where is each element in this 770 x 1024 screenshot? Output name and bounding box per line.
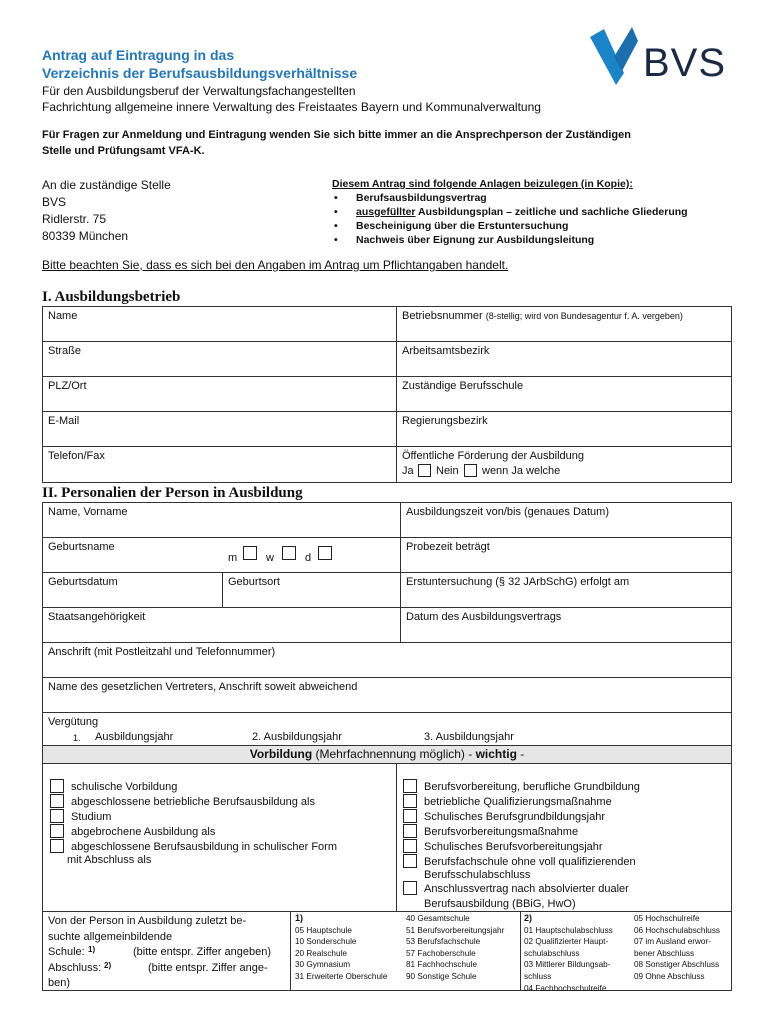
abschluss-hint: (bitte entspr. Ziffer ange-	[148, 961, 268, 974]
bvs-logo	[588, 27, 728, 89]
recipient-address	[42, 177, 171, 245]
vorbildung-left-label: abgeschlossene betriebliche Berufsausbildung als	[71, 796, 315, 808]
vorbildung-right-checkbox[interactable]	[403, 839, 417, 853]
school-code-item: 53 Berufsfachschule	[406, 937, 481, 947]
vorbildung-paren: (Mehrfachnennung möglich) -	[312, 747, 476, 761]
school-code-item: 90 Sonstige Schule	[406, 971, 477, 981]
attachment-item: • ausgefüllter Ausbildungsplan – zeitliche und sachliche Gliederung	[332, 205, 688, 219]
arbeitsamtsbezirk-field[interactable]	[396, 341, 732, 377]
vorbildung-right-label: betriebliche Qualifizierungsmaßnahme	[424, 796, 612, 808]
vorbildung-right-label: Berufsfachschule ohne voll qualifizierenden	[424, 856, 636, 868]
notice-line1: Für Fragen zur Anmeldung und Eintragung wenden Sie sich bitte immer an die Ansprechperson der Zuständigen	[42, 129, 631, 141]
vorbildung-right-checkbox[interactable]	[403, 809, 417, 823]
vorbildung-right-last: Anschlussvertrag nach absolvierter dualer	[424, 883, 629, 895]
year1-number: 1.	[73, 733, 81, 743]
vorbildung-dash: -	[516, 747, 525, 761]
year3-label: 3. Ausbildungsjahr	[424, 731, 514, 743]
notice-line2: Stelle und Prüfungsamt VFA-K.	[42, 145, 205, 157]
field-label: Geburtsdatum	[48, 576, 118, 588]
school-code-item: 51 Berufsvorbereitungsjahr	[406, 925, 505, 935]
form-title-line2: Verzeichnis der Berufsausbildungsverhältnisse	[42, 65, 358, 81]
field-label: Probezeit beträgt	[406, 541, 490, 553]
field-label: Betriebsnummer	[402, 310, 483, 322]
attachment-item: • Nachweis über Eignung zur Ausbildungsleitung	[332, 233, 688, 247]
field-label: Straße	[48, 345, 82, 357]
abschluss-hint-cont: ben)	[48, 977, 71, 989]
field-label: PLZ/Ort	[48, 380, 87, 392]
gender-w-checkbox[interactable]	[282, 546, 296, 560]
school-divider-2	[520, 911, 521, 991]
address-line: 80339 München	[42, 229, 129, 243]
ja-label: Ja	[402, 465, 414, 477]
vorbildung-right-label: Schulisches Berufsgrundbildungsjahr	[424, 811, 605, 823]
name-vorname-field[interactable]	[42, 502, 401, 538]
form-title-line1: Antrag auf Eintragung in das	[42, 47, 235, 63]
vorbildung-left-checkbox[interactable]	[50, 779, 64, 793]
gender-m-label: m	[228, 552, 238, 564]
school-code-item: 81 Fachhochschule	[406, 960, 478, 970]
school-code-item: bener Abschluss	[634, 948, 695, 958]
field-label: Öffentliche Förderung der Ausbildung	[402, 450, 585, 462]
probezeit-field[interactable]	[400, 537, 732, 573]
vorbildung-right-cont1: Berufsschulabschluss	[424, 869, 531, 881]
regierungsbezirk-field[interactable]	[396, 411, 732, 447]
gender-d-label: d	[305, 552, 312, 564]
geburtsdatum-field[interactable]	[42, 572, 223, 608]
field-note: (8-stellig; wird von Bundesagentur f. A. vergeben)	[485, 311, 683, 321]
section2-heading: II. Personalien der Person in Ausbildung	[42, 485, 303, 501]
field-label: Vergütung	[48, 716, 99, 728]
vorbildung-right-checkbox[interactable]	[403, 854, 417, 868]
col1-head: 1)	[295, 913, 304, 923]
erstuntersuchung-field[interactable]	[400, 572, 732, 608]
address-line: An die zuständige Stelle	[42, 178, 171, 192]
school-code-item: 20 Realschule	[295, 948, 347, 958]
school-codes-col3	[524, 913, 613, 994]
school-code-item: 02 Qualifizierter Haupt-	[524, 937, 609, 947]
abschluss-sup: 2)	[104, 960, 112, 970]
vorbildung-right-label: Berufsvorbereitung, berufliche Grundbildung	[424, 781, 640, 793]
school-code-item: 06 Hochschulabschluss	[634, 925, 721, 935]
school-code-item: 05 Hauptschule	[295, 925, 352, 935]
school-code-item: 40 Gesamtschule	[406, 914, 470, 923]
schule-sup: 1)	[88, 945, 96, 954]
attachments-list	[332, 178, 688, 247]
field-label: Geburtsname	[48, 541, 115, 553]
school-code-item: 57 Fachoberschule	[406, 948, 476, 958]
school-question	[48, 914, 288, 992]
ausbildungszeit-field[interactable]	[400, 502, 732, 538]
plz-ort-field[interactable]	[42, 376, 397, 412]
vorbildung-header	[42, 745, 732, 764]
field-label: Geburtsort	[228, 576, 280, 588]
abschluss-label: Abschluss:	[48, 961, 102, 974]
field-label: Staatsangehörigkeit	[48, 611, 146, 623]
field-label: Name des gesetzlichen Vertreters, Anschrift soweit abweichend	[48, 681, 358, 693]
school-code-item: 07 im Ausland erwor-	[634, 937, 711, 947]
nein-label: Nein	[436, 465, 459, 477]
gender-d-checkbox[interactable]	[318, 546, 332, 560]
vorbildung-left-label: abgebrochene Ausbildung als	[71, 826, 216, 838]
school-question-line: Von der Person in Ausbildung zuletzt be-	[48, 915, 247, 927]
vorbildung-right-label: Schulisches Berufsvorbereitungsjahr	[424, 841, 603, 853]
anschlussvertrag-checkbox[interactable]	[403, 881, 417, 895]
foerderung-ja-checkbox[interactable]	[418, 464, 431, 477]
field-label: Name	[48, 310, 78, 322]
school-codes-col2	[406, 913, 504, 983]
field-label: Zuständige Berufsschule	[402, 380, 524, 392]
vorbildung-divider	[396, 763, 397, 912]
foerderung-nein-checkbox[interactable]	[464, 464, 477, 477]
vorbildung-left-cont: mit Abschluss als	[67, 854, 152, 866]
school-code-item: 09 Ohne Abschluss	[634, 971, 705, 981]
subtitle-line2: Fachrichtung allgemeine innere Verwaltung des Freistaates Bayern und Kommunalverwaltung	[42, 100, 541, 114]
mandatory-note: Bitte beachten Sie, dass es sich bei den Angaben im Antrag um Pflichtangaben handelt.	[42, 258, 509, 272]
wenn-ja-label: wenn Ja welche	[482, 465, 561, 477]
schule-hint: (bitte entspr. Ziffer angeben)	[133, 946, 271, 958]
field-label: Name, Vorname	[48, 506, 128, 518]
vorbildung-left-checkbox[interactable]	[50, 809, 64, 823]
school-codes-col1	[295, 913, 387, 983]
school-code-item: 30 Gymnasium	[295, 960, 351, 970]
school-codes-col4	[634, 913, 720, 983]
school-code-item: 08 Sonstiger Abschluss	[634, 960, 720, 970]
betriebsnummer-field[interactable]	[396, 306, 732, 342]
year2-label: 2. Ausbildungsjahr	[252, 731, 342, 743]
school-code-item: 01 Hauptschulabschluss	[524, 925, 613, 935]
year1-label: Ausbildungsjahr	[95, 731, 174, 743]
vorbildung-right-label: Berufsvorbereitungsmaßnahme	[424, 826, 579, 838]
vertreter-field[interactable]	[42, 677, 732, 713]
school-code-item: schluss	[524, 971, 552, 981]
field-label: Anschrift (mit Postleitzahl und Telefonnummer)	[48, 646, 276, 658]
school-code-item: 10 Sonderschule	[295, 937, 357, 947]
field-label: Datum des Ausbildungsvertrags	[406, 611, 562, 623]
gender-w-label: w	[266, 552, 274, 564]
field-label: Telefon/Fax	[48, 450, 105, 462]
vorbildung-left-checkbox[interactable]	[50, 839, 64, 853]
bvs-logo-text: BVS	[643, 41, 727, 85]
geburtsname-field[interactable]	[42, 537, 401, 573]
vorbildung-right-cont2: Berufsausbildung (BBiG, HwO)	[424, 898, 576, 910]
vorbildung-right-checkbox[interactable]	[403, 779, 417, 793]
address-line: BVS	[42, 195, 67, 209]
vorbildung-left-checkbox[interactable]	[50, 794, 64, 808]
field-label: Ausbildungszeit von/bis (genaues Datum)	[406, 506, 610, 518]
vorbildung-wichtig: wichtig	[475, 747, 517, 761]
attachment-item: • Bescheinigung über die Erstuntersuchung	[332, 219, 688, 233]
school-code-item: 04 Fachhochschulreife	[524, 983, 607, 993]
school-code-item: schulabschluss	[524, 948, 580, 958]
anschrift-field[interactable]	[42, 642, 732, 678]
vorbildung-left-label: abgeschlossene Berufsausbildung in schulischer Form	[71, 841, 337, 853]
foerderung-field	[396, 446, 732, 483]
col3-head: 2)	[524, 913, 533, 923]
vorbildung-right-checkbox[interactable]	[403, 794, 417, 808]
school-divider-1	[290, 911, 291, 991]
field-label: Arbeitsamtsbezirk	[402, 345, 490, 357]
betrieb-name-field[interactable]	[42, 306, 397, 342]
vorbildung-left-label: Studium	[71, 811, 112, 823]
school-code-item: 31 Erweiterte Oberschule	[295, 971, 388, 981]
vorbildung-left-checkbox[interactable]	[50, 824, 64, 838]
address-line: Ridlerstr. 75	[42, 212, 107, 226]
field-label: Regierungsbezirk	[402, 415, 488, 427]
section1-heading: I. Ausbildungsbetrieb	[42, 289, 181, 305]
strasse-field[interactable]	[42, 341, 397, 377]
field-label: Erstuntersuchung (§ 32 JArbSchG) erfolgt am	[406, 576, 630, 588]
berufsschule-field[interactable]	[396, 376, 732, 412]
gender-m-checkbox[interactable]	[243, 546, 257, 560]
subtitle-line1: Für den Ausbildungsberuf der Verwaltungsfachangestellten	[42, 84, 356, 98]
vorbildung-left-label: schulische Vorbildung	[71, 781, 178, 793]
school-code-item: 03 Mittlerer Bildungsab-	[524, 960, 611, 970]
email-field[interactable]	[42, 411, 397, 447]
schule-label: Schule:	[48, 946, 85, 958]
school-question-line: suchte allgemeinbildende	[48, 930, 173, 943]
school-code-item: 05 Hochschulreife	[634, 914, 700, 923]
attachments-heading: Diesem Antrag sind folgende Anlagen beizulegen (in Kopie):	[332, 178, 633, 190]
field-label: E-Mail	[48, 415, 80, 427]
staatsangehoerigkeit-field[interactable]	[42, 607, 401, 643]
vorbildung-right-checkbox[interactable]	[403, 824, 417, 838]
vertragsdatum-field[interactable]	[400, 607, 732, 643]
geburtsort-field[interactable]	[222, 572, 401, 608]
attachment-item: • Berufsausbildungsvertrag	[332, 191, 688, 205]
vorbildung-label: Vorbildung	[249, 747, 313, 761]
telefon-fax-field[interactable]	[42, 446, 397, 483]
